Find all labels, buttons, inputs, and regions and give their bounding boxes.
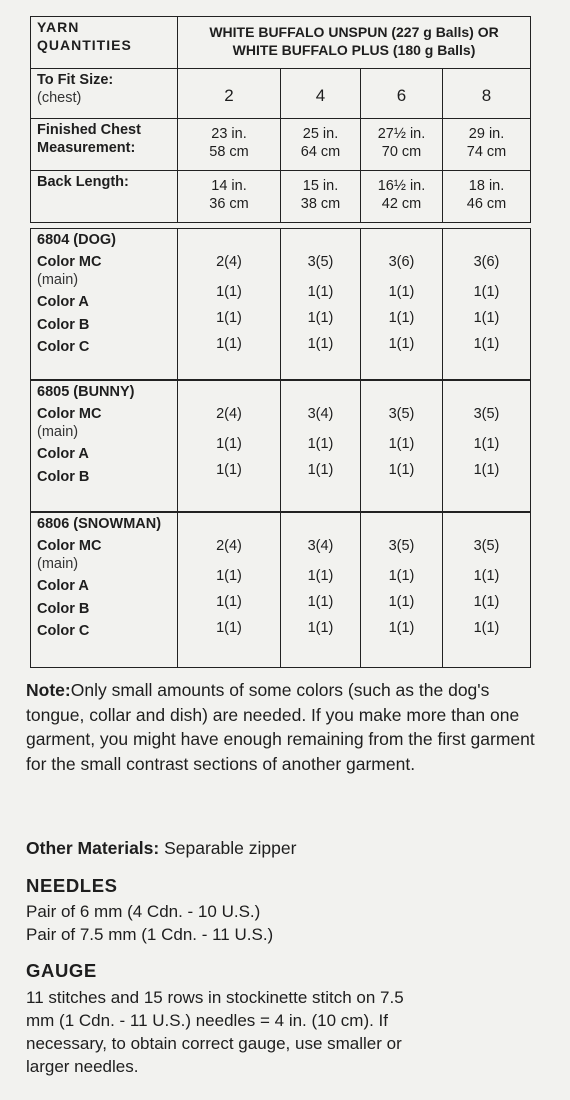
color-label: Color MC bbox=[37, 254, 102, 271]
color-label: Color A bbox=[37, 446, 89, 463]
cm-value: 46 cm bbox=[466, 196, 507, 213]
group-value-cell bbox=[281, 513, 361, 668]
cm-value: 58 cm bbox=[209, 144, 249, 161]
finished-chest-cell bbox=[443, 119, 531, 171]
finished-chest-label-1: Finished Chest bbox=[37, 122, 141, 138]
in-value: 16½ in. bbox=[377, 178, 426, 194]
quantity-value: 1(1) bbox=[216, 594, 242, 610]
header-right-cell bbox=[178, 17, 531, 69]
needles-list bbox=[26, 900, 273, 946]
fit-size-label: To Fit Size: bbox=[37, 72, 114, 88]
color-label: Color B bbox=[37, 316, 90, 333]
yarn-group-table bbox=[30, 512, 531, 668]
header-left-line-2: QUANTITIES bbox=[37, 36, 132, 53]
group-value-cell bbox=[178, 513, 281, 668]
group-value-cell bbox=[178, 381, 281, 512]
quantity-value: 1(1) bbox=[388, 284, 415, 300]
header-row bbox=[31, 17, 531, 69]
group-value-cell bbox=[281, 381, 361, 512]
in-value: 18 in. bbox=[468, 178, 505, 194]
yarn-group-row bbox=[31, 513, 531, 668]
back-length-cell bbox=[361, 171, 443, 223]
quantity-value: 1(1) bbox=[216, 620, 242, 636]
yarn-group-table bbox=[30, 380, 531, 512]
quantity-value: 1(1) bbox=[473, 336, 500, 352]
needles-line: Pair of 7.5 mm (1 Cdn. - 11 U.S.) bbox=[26, 925, 274, 944]
fit-size-sub: (chest) bbox=[37, 90, 82, 107]
group-label-cell bbox=[31, 381, 178, 512]
group-value-cell bbox=[361, 229, 443, 380]
quantity-value: 1(1) bbox=[388, 310, 415, 326]
finished-chest-cell bbox=[178, 119, 281, 171]
group-title: 6804 (DOG) bbox=[37, 232, 116, 248]
quantity-value: 3(6) bbox=[473, 254, 500, 270]
group-value-cell bbox=[361, 513, 443, 668]
other-materials-text: Separable zipper bbox=[159, 838, 297, 858]
quantity-value: 1(1) bbox=[216, 284, 242, 300]
quantity-value: 1(1) bbox=[216, 568, 242, 584]
quantity-value: 1(1) bbox=[473, 568, 500, 584]
in-value: 29 in. bbox=[468, 126, 505, 142]
group-value-cell bbox=[178, 229, 281, 380]
header-right-line-2: WHITE BUFFALO PLUS (180 g Balls) bbox=[232, 42, 476, 59]
finished-chest-label-2: Measurement: bbox=[37, 140, 136, 157]
yarn-group-row bbox=[31, 229, 531, 380]
quantity-value: 3(5) bbox=[388, 406, 415, 422]
group-value-cell bbox=[281, 229, 361, 380]
group-title: 6806 (SNOWMAN) bbox=[37, 516, 162, 532]
yarn-group-row bbox=[31, 381, 531, 512]
group-value-cell bbox=[361, 381, 443, 512]
quantity-value: 1(1) bbox=[473, 594, 500, 610]
quantity-value: 1(1) bbox=[388, 620, 415, 636]
fit-size-label-cell bbox=[31, 69, 178, 119]
cm-value: 36 cm bbox=[209, 196, 249, 213]
gauge-line: mm (1 Cdn. - 11 U.S.) needles = 4 in. (10 cm). If bbox=[26, 1011, 389, 1030]
quantity-value: 1(1) bbox=[473, 620, 500, 636]
quantity-value: 1(1) bbox=[388, 594, 415, 610]
color-label: Color B bbox=[37, 600, 90, 617]
gauge-line: larger needles. bbox=[26, 1057, 139, 1076]
yarn-quantities-table bbox=[30, 16, 531, 223]
note-paragraph bbox=[26, 678, 546, 776]
back-length-label: Back Length: bbox=[31, 171, 178, 223]
group-value-cell bbox=[443, 513, 531, 668]
quantity-value: 1(1) bbox=[473, 310, 500, 326]
needles-heading: NEEDLES bbox=[26, 875, 118, 896]
quantity-value: 3(4) bbox=[307, 406, 334, 422]
cm-value: 42 cm bbox=[381, 196, 422, 213]
needles-line: Pair of 6 mm (4 Cdn. - 10 U.S.) bbox=[26, 902, 261, 921]
finished-chest-label-cell bbox=[31, 119, 178, 171]
quantity-value: 2(4) bbox=[216, 254, 242, 270]
cm-value: 70 cm bbox=[381, 144, 422, 161]
in-value: 14 in. bbox=[211, 178, 247, 194]
quantity-value: 1(1) bbox=[307, 568, 334, 584]
color-label: Color C bbox=[37, 338, 90, 355]
quantity-value: 1(1) bbox=[307, 284, 334, 300]
color-sub: (main) bbox=[37, 556, 79, 573]
quantity-value: 1(1) bbox=[307, 336, 334, 352]
color-label: Color MC bbox=[37, 538, 102, 555]
quantity-value: 1(1) bbox=[473, 284, 500, 300]
quantity-value: 1(1) bbox=[307, 594, 334, 610]
quantity-value: 1(1) bbox=[307, 310, 334, 326]
quantity-value: 2(4) bbox=[216, 538, 242, 554]
back-length-cell bbox=[178, 171, 281, 223]
in-value: 25 in. bbox=[302, 126, 339, 142]
quantity-value: 1(1) bbox=[388, 336, 415, 352]
other-materials-label: Other Materials: bbox=[26, 838, 160, 858]
color-sub: (main) bbox=[37, 272, 79, 289]
group-label-cell bbox=[31, 513, 178, 668]
yarn-group-table bbox=[30, 228, 531, 380]
quantity-value: 1(1) bbox=[307, 462, 334, 478]
quantity-value: 1(1) bbox=[216, 310, 242, 326]
color-label: Color A bbox=[37, 294, 89, 311]
quantity-value: 3(5) bbox=[473, 406, 500, 422]
quantity-value: 3(5) bbox=[388, 538, 415, 554]
quantity-value: 1(1) bbox=[388, 462, 415, 478]
back-length-row bbox=[31, 171, 531, 223]
group-value-cell bbox=[443, 229, 531, 380]
back-length-cell bbox=[443, 171, 531, 223]
quantity-value: 1(1) bbox=[388, 568, 415, 584]
color-label: Color A bbox=[37, 578, 89, 595]
quantity-value: 1(1) bbox=[473, 462, 500, 478]
group-value-cell bbox=[443, 381, 531, 512]
note-text: Only small amounts of some colors (such as the dog's tongue, collar and dish) are needed. If you make more than one garment, you might have enough remaining from the first garment for the small contrast sections of another garment. bbox=[26, 680, 535, 774]
header-left-line-1: YARN bbox=[37, 19, 80, 35]
finished-chest-row bbox=[31, 119, 531, 171]
gauge-heading: GAUGE bbox=[26, 960, 97, 981]
color-label: Color MC bbox=[37, 406, 102, 423]
quantity-value: 1(1) bbox=[216, 462, 242, 478]
quantity-value: 3(4) bbox=[307, 538, 334, 554]
quantity-value: 1(1) bbox=[307, 436, 334, 452]
cm-value: 74 cm bbox=[466, 144, 507, 161]
cm-value: 64 cm bbox=[300, 144, 341, 161]
color-label: Color C bbox=[37, 622, 90, 639]
gauge-text bbox=[26, 986, 404, 1078]
other-materials bbox=[26, 838, 296, 859]
size-cell: 4 bbox=[281, 69, 361, 119]
color-label: Color B bbox=[37, 468, 90, 485]
color-sub: (main) bbox=[37, 424, 79, 441]
finished-chest-cell bbox=[361, 119, 443, 171]
in-value: 23 in. bbox=[211, 126, 247, 142]
finished-chest-cell bbox=[281, 119, 361, 171]
quantity-value: 2(4) bbox=[216, 406, 242, 422]
size-cell: 8 bbox=[443, 69, 531, 119]
quantity-value: 1(1) bbox=[388, 436, 415, 452]
quantity-value: 3(6) bbox=[388, 254, 415, 270]
size-cell: 6 bbox=[361, 69, 443, 119]
quantity-value: 1(1) bbox=[473, 436, 500, 452]
cm-value: 38 cm bbox=[300, 196, 341, 213]
quantity-value: 1(1) bbox=[216, 336, 242, 352]
fit-size-row bbox=[31, 69, 531, 119]
gauge-line: 11 stitches and 15 rows in stockinette stitch on 7.5 bbox=[26, 988, 404, 1007]
in-value: 15 in. bbox=[302, 178, 339, 194]
quantity-value: 1(1) bbox=[216, 436, 242, 452]
quantity-value: 1(1) bbox=[307, 620, 334, 636]
quantity-value: 3(5) bbox=[473, 538, 500, 554]
back-length-cell bbox=[281, 171, 361, 223]
header-left-cell bbox=[31, 17, 178, 69]
note-label: Note: bbox=[26, 680, 71, 700]
group-title: 6805 (BUNNY) bbox=[37, 384, 135, 400]
quantity-value: 3(5) bbox=[307, 254, 334, 270]
in-value: 27½ in. bbox=[377, 126, 426, 142]
group-label-cell bbox=[31, 229, 178, 380]
gauge-line: necessary, to obtain correct gauge, use smaller or bbox=[26, 1034, 402, 1053]
header-right-line-1: WHITE BUFFALO UNSPUN (227 g Balls) OR bbox=[209, 24, 499, 40]
size-cell: 2 bbox=[178, 69, 281, 119]
